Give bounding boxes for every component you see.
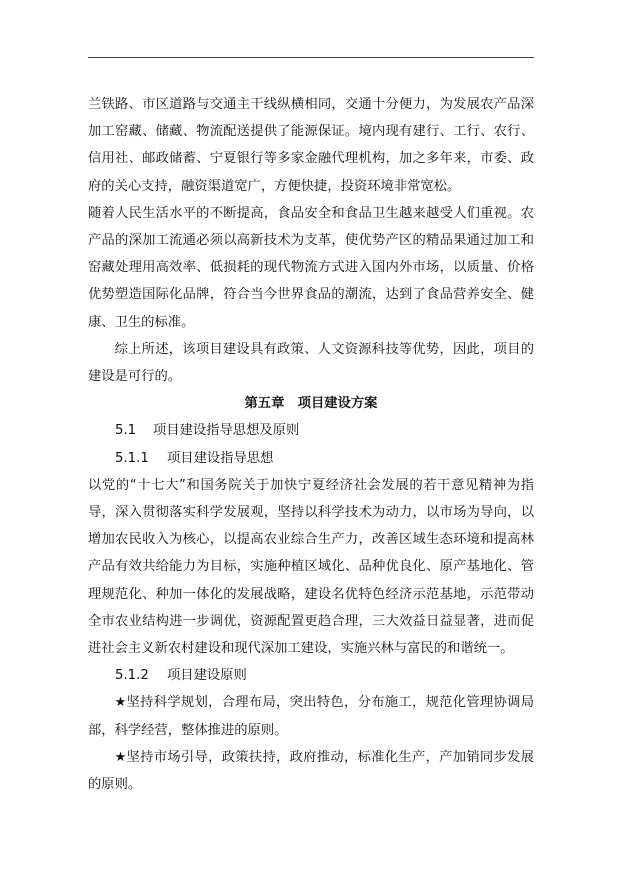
chapter-title: 第五章 项目建设方案 (244, 396, 378, 412)
section-heading-5-1-1 (88, 445, 534, 472)
section-number: 5.1.1 (115, 450, 149, 466)
paragraph-guiding-ideology: 以党的“十七大”和国务院关于加快宁夏经济社会发展的若干意见精神为指导，深入贯彻落实科学发展观，坚持以科学技术为动力，以市场为导向，以增加农民收入为核心，以提高农业综合生产力，改善区域生态环境和提高林产品有效共给能力为目标，实施种植区域化、品种优良化、原产基地化、管理规范化、种加一体化的发展战略，建设名优特色经济示范基地，示范带动全市农业结构进一步调优，资源配置更趋合理，三大效益日益显著，进而促进社会主义新农村建设和现代深加工建设，实施兴林与富民的和谐统一。 (88, 477, 534, 657)
star-icon: ★ (114, 695, 127, 711)
paragraph-transport-finance: 兰铁路、市区道路与交通主干线纵横相同，交通十分便力，为发展农产品深加工窑藏、储藏、物流配送提供了能源保证。境内现有建行、工行、农行、信用社、邮政储蓄、宁夏银行等多家金融代理机构，加之多年来，市委、政府的关心支持，融资渠道宽广，方便快捷，投资环境非常宽松。 (88, 97, 534, 194)
section-title: 项目建设指导思想及原则 (153, 423, 300, 439)
principle-text: 坚持市场引导，政策扶持，政府推动，标准化生产，产加销同步发展的原则。 (88, 749, 535, 793)
section-number: 5.1 (115, 423, 137, 439)
section-heading-5-1-2 (88, 662, 534, 689)
section-title: 项目建设指导思想 (167, 450, 274, 466)
paragraph-food-safety: 随着人民生活水平的不断提高，食品安全和食品卫生越来越受人们重视。农产品的深加工流通必须以高新技术为支革，使优势产区的精品果通过加工和窑藏处理用高效率、低损耗的现代物流方式进入国内外市场，以质量、价格优势塑造国际化品牌，符合当今世界食品的潮流，达到了食品营养安全、健康、卫生的标准。 (88, 205, 534, 330)
section-number: 5.1.2 (115, 668, 149, 684)
principle-text: 坚持科学规划，合理布局，突出特色，分布施工，规范化管理协调局部，科学经营，整体推进的原则。 (88, 695, 535, 738)
header-rule (88, 57, 534, 58)
page-content (88, 91, 534, 798)
section-heading-5-1 (88, 417, 534, 444)
principle-item (88, 689, 534, 743)
principle-item (88, 744, 534, 798)
section-title: 项目建设原则 (167, 668, 247, 684)
star-icon: ★ (114, 749, 127, 765)
paragraph-conclusion: 综上所述，该项目建设具有政策、人文资源科技等优势，因此，项目的建设是可行的。 (88, 341, 534, 385)
